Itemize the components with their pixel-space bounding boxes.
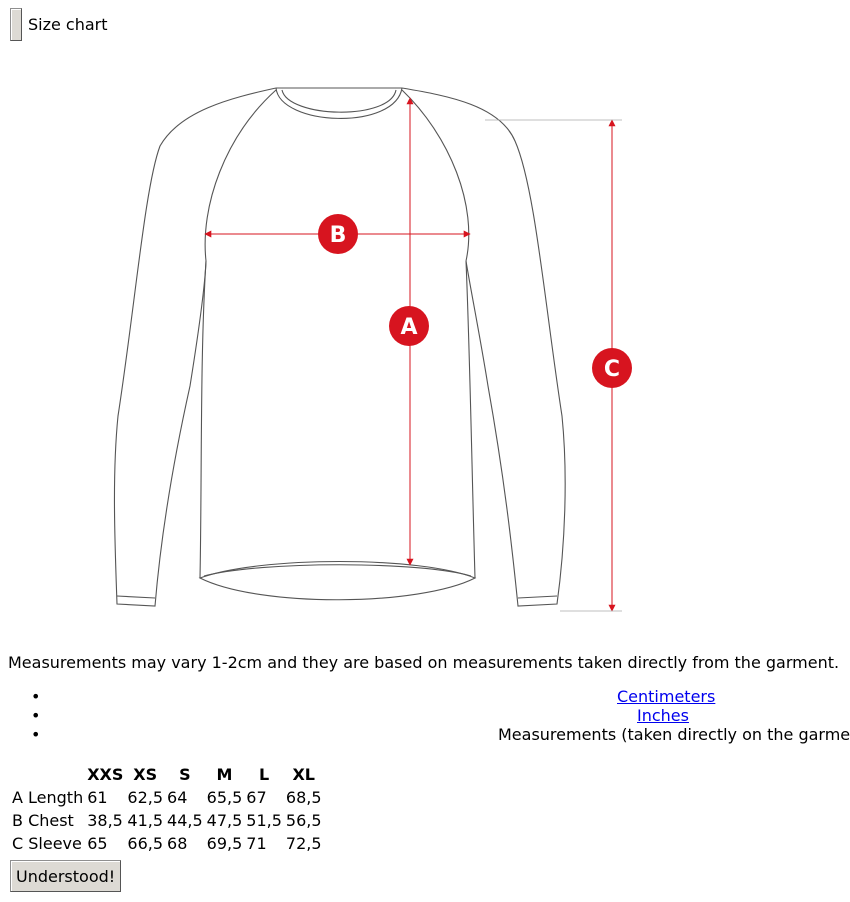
table-row	[11, 787, 323, 808]
row-label: B Chest	[12, 811, 74, 830]
table-cell: 41,5	[127, 811, 164, 830]
unit-option-centimeters	[0, 687, 800, 706]
table-header: M	[216, 765, 233, 784]
table-cell: 38,5	[87, 811, 123, 830]
table-row	[11, 833, 323, 854]
size-table	[9, 762, 325, 856]
table-cell: 65	[87, 834, 108, 853]
table-header: XL	[292, 765, 315, 784]
garment-diagram	[0, 56, 800, 646]
table-cell: 61	[87, 788, 108, 807]
inches-link[interactable]: • Inches	[637, 706, 689, 725]
table-cell: 65,5	[206, 788, 243, 807]
table-cell: 71	[246, 834, 267, 853]
table-header: XXS	[87, 765, 124, 784]
table-cell: 47,5	[206, 811, 243, 830]
badge-b	[318, 214, 358, 254]
table-cell: 66,5	[127, 834, 164, 853]
table-cell: 64	[167, 788, 188, 807]
table-cell: 62,5	[127, 788, 164, 807]
row-label: C Sleeve	[12, 834, 82, 853]
badge-a	[389, 306, 429, 346]
row-label: A Length	[12, 788, 84, 807]
size-chart-header	[10, 8, 108, 41]
table-header: S	[179, 765, 191, 784]
table-cell: 68,5	[285, 788, 322, 807]
garment-illustration	[0, 56, 800, 646]
size-chart-title: Size chart	[28, 15, 108, 34]
table-header-row	[11, 764, 323, 785]
table-header: L	[259, 765, 270, 784]
shirt-outline	[114, 88, 565, 606]
table-header: XS	[133, 765, 158, 784]
unit-options	[0, 687, 850, 744]
badge-a-label: A	[400, 315, 418, 340]
measurement-note: Measurements may vary 1-2cm and they are based on measurements taken directly from the garment.	[8, 653, 840, 672]
table-cell: 56,5	[285, 811, 322, 830]
badge-b-label: B	[329, 223, 347, 248]
table-cell: 72,5	[285, 834, 322, 853]
table-cell: 51,5	[246, 811, 282, 830]
collapse-toggle-button[interactable]	[10, 8, 22, 41]
table-cell: 68	[167, 834, 188, 853]
unit-option-inches	[0, 706, 800, 725]
table-cell: 69,5	[206, 834, 243, 853]
measurements-label: • Measurements (taken directly on the garme	[498, 725, 850, 744]
unit-option-measurements	[0, 725, 850, 744]
table-header	[11, 764, 84, 785]
badge-c	[592, 348, 632, 388]
badge-c-label: C	[603, 357, 621, 382]
table-cell: 44,5	[167, 811, 203, 830]
measurement-lines	[205, 98, 612, 611]
centimeters-link[interactable]: • Centimeters	[617, 687, 716, 706]
understood-button[interactable]: Understood!	[10, 860, 121, 892]
table-row	[11, 810, 323, 831]
table-cell: 67	[246, 788, 267, 807]
